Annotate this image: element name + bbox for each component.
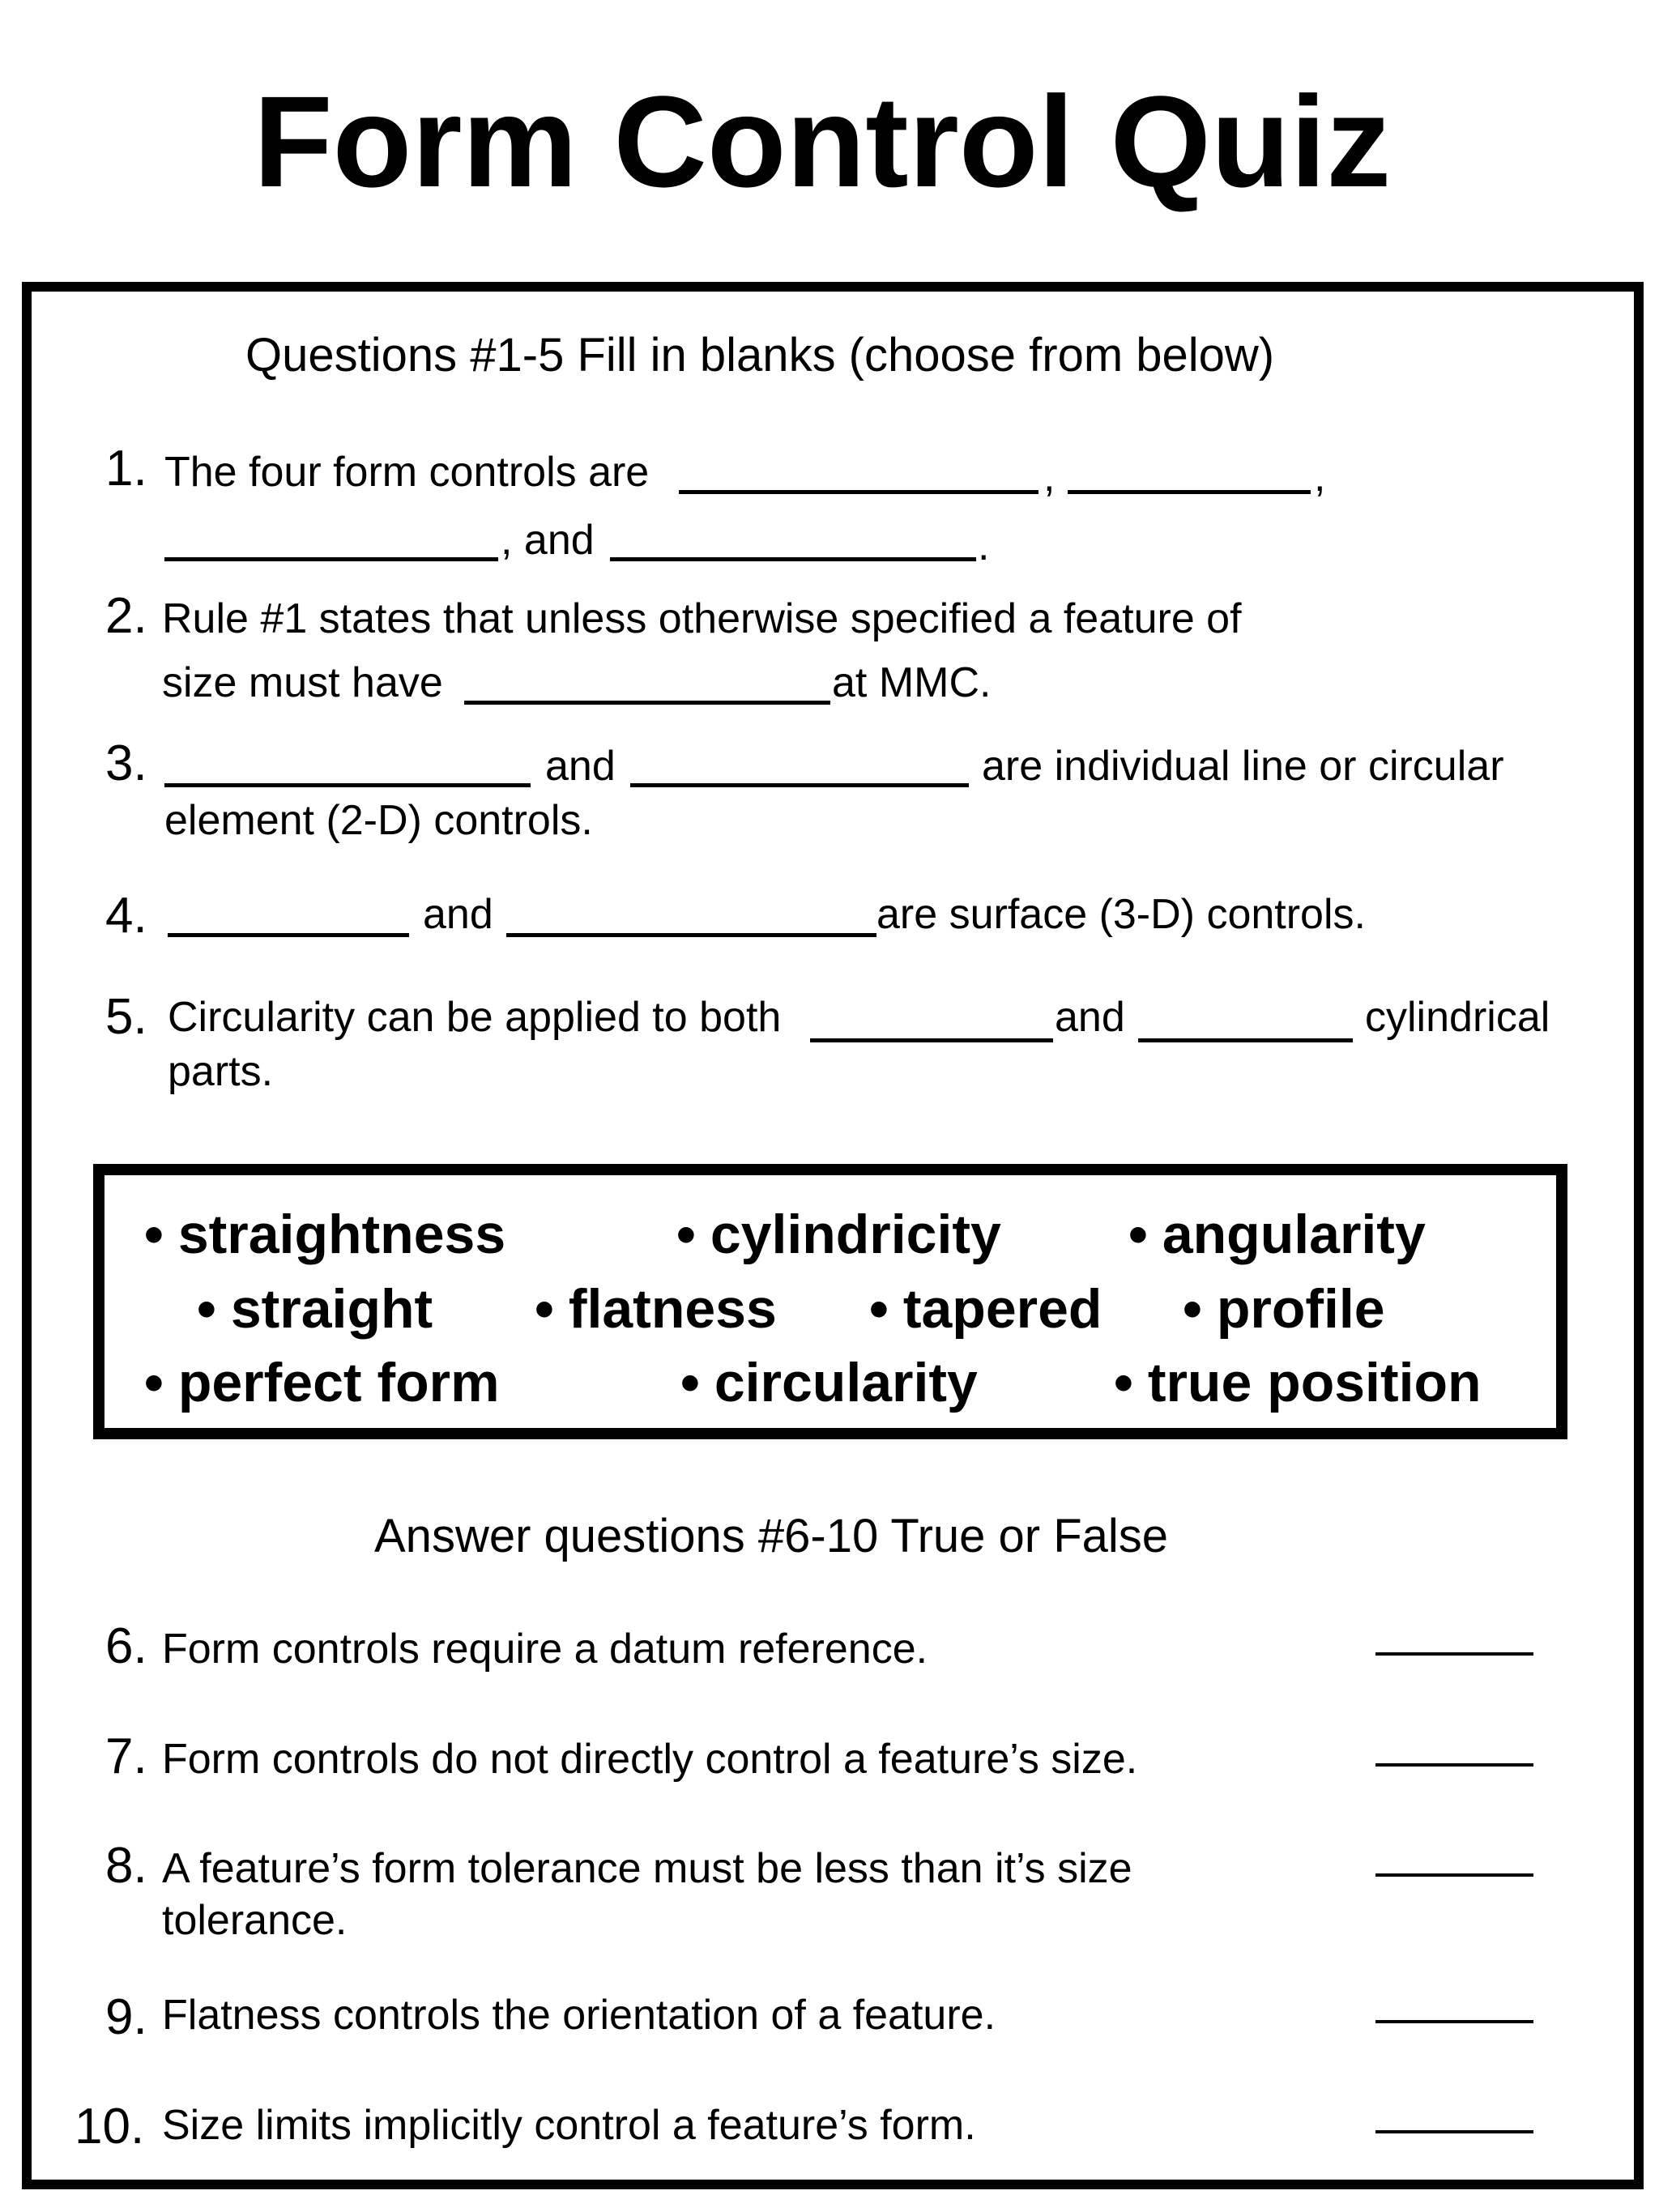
page-title: Form Control Quiz — [253, 69, 1392, 214]
word-perfect-form: • perfect form — [144, 1352, 500, 1413]
q10-text: Size limits implicitly control a feature’s form. — [162, 2102, 976, 2149]
word-cylindricity: • cylindricity — [676, 1204, 1001, 1265]
q5-blank-1[interactable] — [810, 1038, 1053, 1042]
q2-line2-text: size must have — [162, 659, 443, 706]
q3-blank-2[interactable] — [630, 783, 969, 787]
q8-text-line2: tolerance. — [162, 1897, 348, 1944]
q4-and: and — [423, 891, 493, 938]
q1-blank-3[interactable] — [164, 557, 498, 561]
q7-number: 7. — [105, 1728, 147, 1784]
q4-blank-2[interactable] — [506, 933, 876, 937]
q5-number: 5. — [105, 989, 147, 1045]
q1-comma-2: , — [1314, 454, 1326, 501]
q1-and: , and — [501, 517, 595, 564]
q3-tail: are individual line or circular — [982, 743, 1504, 790]
word-straight: • straight — [197, 1278, 433, 1340]
q3-blank-1[interactable] — [164, 783, 531, 787]
q8-text: A feature’s form tolerance must be less than it’s size — [162, 1845, 1132, 1892]
q7-answer-blank[interactable] — [1375, 1763, 1533, 1767]
q1-text: The four form controls are — [164, 449, 650, 496]
word-straightness: • straightness — [144, 1204, 506, 1265]
q3-number: 3. — [105, 735, 147, 791]
q2-blank[interactable] — [464, 701, 830, 705]
q1-blank-1[interactable] — [679, 490, 1038, 494]
word-tapered: • tapered — [869, 1278, 1102, 1340]
q1-number: 1. — [105, 441, 147, 497]
word-angularity: • angularity — [1128, 1204, 1426, 1265]
q5-line2: parts. — [168, 1048, 274, 1095]
q2-number: 2. — [105, 588, 147, 644]
q8-number: 8. — [105, 1838, 147, 1894]
q8-answer-blank[interactable] — [1375, 1873, 1533, 1877]
q2-line2-tail: at MMC. — [832, 659, 992, 706]
q7-text: Form controls do not directly control a feature’s size. — [162, 1736, 1138, 1783]
q5-and: and — [1055, 994, 1125, 1041]
q1-blank-2[interactable] — [1068, 490, 1311, 494]
q5-blank-2[interactable] — [1138, 1038, 1353, 1042]
q1-period: . — [978, 522, 990, 569]
q6-answer-blank[interactable] — [1375, 1652, 1533, 1656]
q6-number: 6. — [105, 1618, 147, 1674]
word-profile: • profile — [1183, 1278, 1385, 1340]
q9-text: Flatness controls the orientation of a feature. — [162, 1992, 996, 2039]
q10-number: 10. — [75, 2099, 145, 2154]
q10-answer-blank[interactable] — [1375, 2130, 1533, 2133]
q6-text: Form controls require a datum reference. — [162, 1626, 928, 1673]
word-flatness: • flatness — [535, 1278, 777, 1340]
word-true-position: • true position — [1114, 1352, 1482, 1413]
word-circularity: • circularity — [680, 1352, 978, 1413]
q1-comma-1: , — [1043, 454, 1056, 501]
q2-line1: Rule #1 states that unless otherwise specified a feature of — [162, 595, 1242, 642]
q3-and: and — [545, 743, 616, 790]
q4-blank-1[interactable] — [168, 933, 409, 937]
q9-answer-blank[interactable] — [1375, 2020, 1533, 2023]
q4-number: 4. — [105, 888, 147, 944]
q3-line2: element (2-D) controls. — [164, 797, 593, 844]
q9-number: 9. — [105, 1989, 147, 2045]
q4-tail: are surface (3-D) controls. — [876, 891, 1366, 938]
q5-tail: cylindrical — [1365, 994, 1550, 1041]
q1-blank-4[interactable] — [610, 557, 976, 561]
section2-heading: Answer questions #6-10 True or False — [374, 1510, 1169, 1562]
section1-heading: Questions #1-5 Fill in blanks (choose from below) — [245, 329, 1275, 381]
q5-text: Circularity can be applied to both — [168, 994, 782, 1041]
